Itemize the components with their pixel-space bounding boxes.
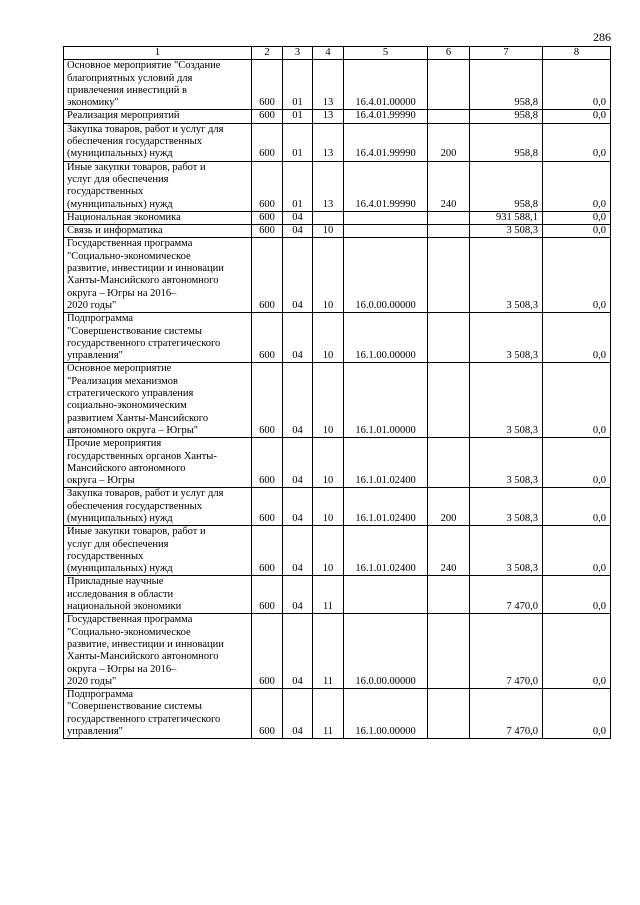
header-cell: 3 [283, 47, 313, 60]
amount-cell: 0,0 [543, 363, 611, 438]
section-code-cell: 04 [283, 211, 313, 224]
row-name-cell: Закупка товаров, работ и услуг для обеспечения государственных (муниципальных) нужд [64, 488, 252, 526]
expense-type-cell [428, 438, 470, 488]
expense-type-cell [428, 110, 470, 123]
target-article-cell: 16.4.01.00000 [344, 60, 428, 110]
ved-code-cell: 600 [252, 123, 283, 161]
row-name-cell: Прикладные научные исследования в области национальной экономики [64, 576, 252, 614]
section-code-cell: 04 [283, 238, 313, 313]
amount-cell: 0,0 [543, 689, 611, 739]
table-row [64, 123, 611, 161]
expense-type-cell: 200 [428, 123, 470, 161]
amount-cell: 958,8 [470, 123, 543, 161]
expense-type-cell [428, 689, 470, 739]
amount-cell: 931 588,1 [470, 211, 543, 224]
header-cell: 1 [64, 47, 252, 60]
table-header-row [64, 47, 611, 60]
expense-type-cell: 240 [428, 526, 470, 576]
section-code-cell: 04 [283, 225, 313, 238]
table-row [64, 576, 611, 614]
amount-cell: 958,8 [470, 161, 543, 211]
row-name-cell: Государственная программа "Социально-экономическое развитие, инвестиции и инновации Ханты-Мансийского автономного округа – Югры на 2016– 2020 годы" [64, 238, 252, 313]
subsection-code-cell: 10 [313, 238, 344, 313]
row-name-cell: Реализация мероприятий [64, 110, 252, 123]
header-cell: 2 [252, 47, 283, 60]
amount-cell: 3 508,3 [470, 526, 543, 576]
amount-cell: 7 470,0 [470, 576, 543, 614]
ved-code-cell: 600 [252, 438, 283, 488]
table-row [64, 60, 611, 110]
section-code-cell: 01 [283, 60, 313, 110]
amount-cell: 3 508,3 [470, 313, 543, 363]
table-row [64, 526, 611, 576]
ved-code-cell: 600 [252, 238, 283, 313]
target-article-cell [344, 576, 428, 614]
row-name-cell: Национальная экономика [64, 211, 252, 224]
subsection-code-cell: 10 [313, 363, 344, 438]
amount-cell: 0,0 [543, 313, 611, 363]
subsection-code-cell: 10 [313, 488, 344, 526]
amount-cell: 0,0 [543, 238, 611, 313]
subsection-code-cell: 10 [313, 313, 344, 363]
header-cell: 5 [344, 47, 428, 60]
section-code-cell: 04 [283, 526, 313, 576]
ved-code-cell: 600 [252, 161, 283, 211]
header-cell: 6 [428, 47, 470, 60]
target-article-cell: 16.4.01.99990 [344, 161, 428, 211]
target-article-cell: 16.1.00.00000 [344, 313, 428, 363]
expense-type-cell [428, 238, 470, 313]
section-code-cell: 04 [283, 576, 313, 614]
amount-cell: 0,0 [543, 438, 611, 488]
target-article-cell: 16.0.00.00000 [344, 238, 428, 313]
row-name-cell: Закупка товаров, работ и услуг для обеспечения государственных (муниципальных) нужд [64, 123, 252, 161]
expense-type-cell [428, 60, 470, 110]
expense-type-cell [428, 614, 470, 689]
subsection-code-cell: 11 [313, 576, 344, 614]
amount-cell: 3 508,3 [470, 225, 543, 238]
ved-code-cell: 600 [252, 225, 283, 238]
amount-cell: 0,0 [543, 614, 611, 689]
section-code-cell: 01 [283, 110, 313, 123]
header-cell: 8 [543, 47, 611, 60]
table-row [64, 438, 611, 488]
subsection-code-cell: 10 [313, 438, 344, 488]
page-number: 286 [593, 30, 611, 44]
amount-cell: 0,0 [543, 211, 611, 224]
target-article-cell: 16.1.01.02400 [344, 438, 428, 488]
target-article-cell: 16.0.00.00000 [344, 614, 428, 689]
ved-code-cell: 600 [252, 689, 283, 739]
amount-cell: 3 508,3 [470, 438, 543, 488]
target-article-cell: 16.4.01.99990 [344, 110, 428, 123]
amount-cell: 958,8 [470, 110, 543, 123]
row-name-cell: Подпрограмма "Совершенствование системы государственного стратегического управления" [64, 689, 252, 739]
amount-cell: 0,0 [543, 161, 611, 211]
amount-cell: 0,0 [543, 60, 611, 110]
table-row [64, 211, 611, 224]
expense-type-cell [428, 576, 470, 614]
expense-type-cell [428, 211, 470, 224]
ved-code-cell: 600 [252, 313, 283, 363]
row-name-cell: Государственная программа "Социально-экономическое развитие, инвестиции и инновации Ханты-Мансийского автономного округа – Югры на 2016– 2020 годы" [64, 614, 252, 689]
amount-cell: 3 508,3 [470, 238, 543, 313]
row-name-cell: Связь и информатика [64, 225, 252, 238]
section-code-cell: 04 [283, 488, 313, 526]
target-article-cell: 16.1.01.02400 [344, 488, 428, 526]
target-article-cell: 16.4.01.99990 [344, 123, 428, 161]
header-cell: 4 [313, 47, 344, 60]
target-article-cell: 16.1.00.00000 [344, 689, 428, 739]
amount-cell: 0,0 [543, 526, 611, 576]
amount-cell: 0,0 [543, 225, 611, 238]
section-code-cell: 04 [283, 438, 313, 488]
section-code-cell: 04 [283, 614, 313, 689]
section-code-cell: 04 [283, 689, 313, 739]
ved-code-cell: 600 [252, 60, 283, 110]
table-row [64, 161, 611, 211]
subsection-code-cell [313, 211, 344, 224]
table-row [64, 363, 611, 438]
expense-type-cell [428, 313, 470, 363]
table-row [64, 238, 611, 313]
ved-code-cell: 600 [252, 110, 283, 123]
header-cell: 7 [470, 47, 543, 60]
expense-type-cell: 240 [428, 161, 470, 211]
ved-code-cell: 600 [252, 526, 283, 576]
ved-code-cell: 600 [252, 363, 283, 438]
amount-cell: 3 508,3 [470, 363, 543, 438]
table-row [64, 689, 611, 739]
subsection-code-cell: 10 [313, 225, 344, 238]
subsection-code-cell: 13 [313, 110, 344, 123]
budget-table [63, 46, 611, 739]
subsection-code-cell: 10 [313, 526, 344, 576]
section-code-cell: 04 [283, 313, 313, 363]
subsection-code-cell: 13 [313, 123, 344, 161]
amount-cell: 7 470,0 [470, 689, 543, 739]
target-article-cell: 16.1.01.00000 [344, 363, 428, 438]
target-article-cell: 16.1.01.02400 [344, 526, 428, 576]
table-row [64, 110, 611, 123]
expense-type-cell: 200 [428, 488, 470, 526]
table-row [64, 225, 611, 238]
table-row [64, 614, 611, 689]
row-name-cell: Подпрограмма "Совершенствование системы государственного стратегического управления" [64, 313, 252, 363]
amount-cell: 0,0 [543, 488, 611, 526]
table-row [64, 313, 611, 363]
row-name-cell: Основное мероприятие "Создание благоприятных условий для привлечения инвестиций в экономику" [64, 60, 252, 110]
target-article-cell [344, 211, 428, 224]
row-name-cell: Прочие мероприятия государственных органов Ханты- Мансийского автономного округа – Югры [64, 438, 252, 488]
subsection-code-cell: 13 [313, 60, 344, 110]
section-code-cell: 01 [283, 123, 313, 161]
row-name-cell: Основное мероприятие "Реализация механизмов стратегического управления социально-экономическим развитием Ханты-Мансийского автономного округа – Югры" [64, 363, 252, 438]
row-name-cell: Иные закупки товаров, работ и услуг для обеспечения государственных (муниципальных) нужд [64, 161, 252, 211]
section-code-cell: 01 [283, 161, 313, 211]
amount-cell: 0,0 [543, 576, 611, 614]
target-article-cell [344, 225, 428, 238]
ved-code-cell: 600 [252, 614, 283, 689]
table-row [64, 488, 611, 526]
amount-cell: 0,0 [543, 110, 611, 123]
ved-code-cell: 600 [252, 211, 283, 224]
amount-cell: 3 508,3 [470, 488, 543, 526]
ved-code-cell: 600 [252, 576, 283, 614]
subsection-code-cell: 13 [313, 161, 344, 211]
expense-type-cell [428, 225, 470, 238]
expense-type-cell [428, 363, 470, 438]
subsection-code-cell: 11 [313, 614, 344, 689]
amount-cell: 0,0 [543, 123, 611, 161]
amount-cell: 958,8 [470, 60, 543, 110]
row-name-cell: Иные закупки товаров, работ и услуг для обеспечения государственных (муниципальных) нужд [64, 526, 252, 576]
subsection-code-cell: 11 [313, 689, 344, 739]
section-code-cell: 04 [283, 363, 313, 438]
amount-cell: 7 470,0 [470, 614, 543, 689]
ved-code-cell: 600 [252, 488, 283, 526]
